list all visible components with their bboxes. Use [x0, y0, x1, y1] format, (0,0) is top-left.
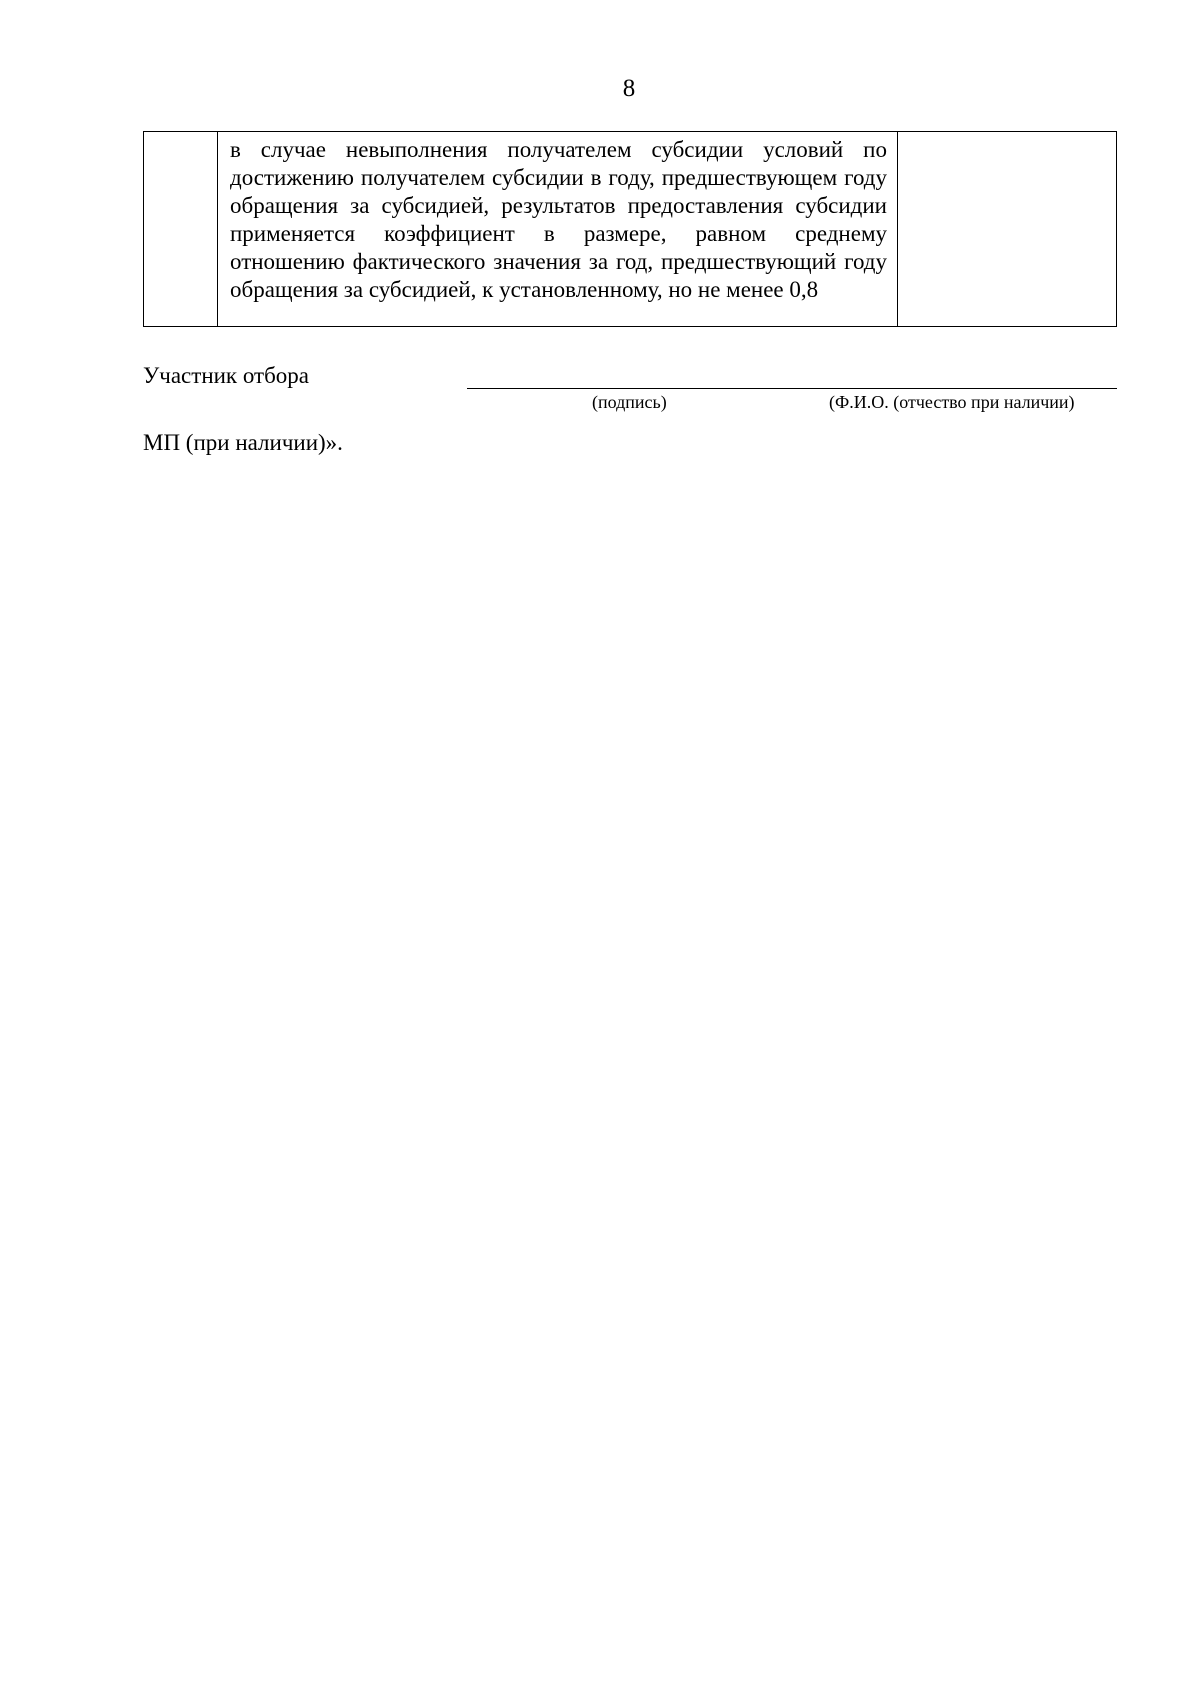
page-number: 8: [622, 75, 636, 102]
fio-caption: (Ф.И.О. (отчество при наличии): [829, 392, 1075, 412]
stamp-label: МП (при наличии)».: [143, 430, 343, 455]
table-cell-criterion: [218, 132, 898, 327]
table-cell-score: [898, 132, 1117, 327]
signature-caption: (подпись): [592, 392, 667, 412]
criteria-table: [143, 131, 1117, 327]
criterion-text: в случае невыполнения получателем субсидии условий по достижению получателем субсидии в году, предшествующем году обращения за субсидией, результатов предоставления субсидии применяется коэффициент в размере, равном среднему отношению фактического значения за год, предшествующий году обращения за субсидией, к установленному, но не менее 0,8: [230, 137, 887, 302]
participant-label: Участник отбора: [143, 363, 310, 388]
table-cell-number: [144, 132, 218, 327]
table-row: [144, 132, 1117, 327]
signature-line: [467, 388, 1117, 389]
